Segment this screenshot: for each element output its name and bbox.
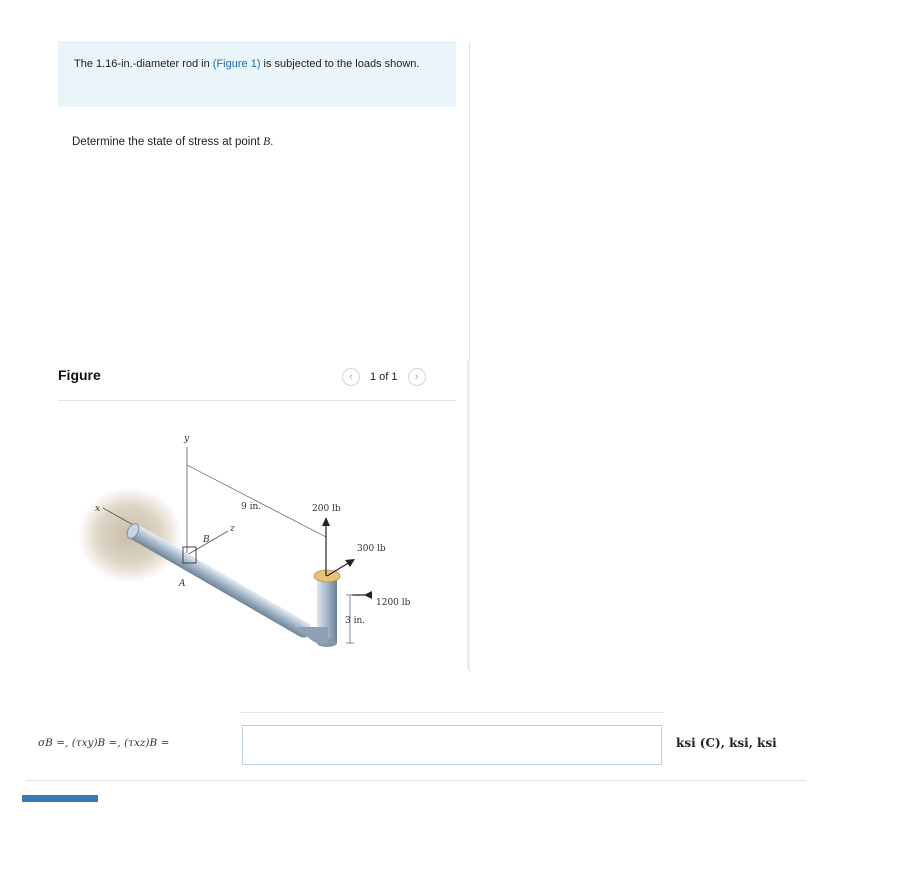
dimension-3in-label: 3 in. xyxy=(345,616,366,626)
dimension-9in-label: 9 in. xyxy=(241,502,262,512)
figure-pager xyxy=(342,367,426,387)
point-b-label: B xyxy=(203,535,210,545)
problem-panel xyxy=(58,42,456,107)
y-axis-label: y xyxy=(184,434,190,444)
force-1200-arrowhead xyxy=(364,591,372,599)
answer-bottom-divider xyxy=(26,780,806,781)
rod-horizontal xyxy=(125,522,315,641)
submit-button[interactable] xyxy=(22,795,98,802)
figure-heading: Figure xyxy=(58,367,101,383)
figure-counter: 1 of 1 xyxy=(370,371,398,383)
question-pre: Determine the state of stress at point xyxy=(72,136,264,148)
point-a-label: A xyxy=(179,579,186,589)
answer-prompt: σB =, (τxy)B =, (τxz)B = xyxy=(38,737,170,749)
answer-row xyxy=(26,724,806,768)
figure-divider xyxy=(58,400,456,401)
z-axis-label: z xyxy=(230,524,235,534)
force-200-label: 200 lb xyxy=(312,504,341,514)
dimension-line-9in xyxy=(187,465,326,537)
intro-text-pre: The 1.16-in.-diameter rod in xyxy=(74,58,213,70)
intro-text-post: is subjected to the loads shown. xyxy=(260,58,420,70)
chevron-left-icon[interactable]: ‹ xyxy=(342,368,360,386)
question-post: . xyxy=(270,136,274,148)
x-axis-label: x xyxy=(95,504,101,514)
answer-top-divider xyxy=(240,712,664,713)
force-300-arrowhead xyxy=(345,559,355,567)
answer-input[interactable] xyxy=(242,725,662,765)
answer-units: ksi (C), ksi, ksi xyxy=(676,736,777,750)
question-text xyxy=(72,136,273,148)
panel-scrollbar[interactable] xyxy=(467,360,470,670)
force-300-label: 300 lb xyxy=(357,544,386,554)
problem-intro xyxy=(58,42,456,107)
rod-figure xyxy=(58,405,456,670)
force-1200-label: 1200 lb xyxy=(376,598,411,608)
force-200-arrowhead xyxy=(322,517,330,526)
chevron-right-icon[interactable]: › xyxy=(408,368,426,386)
question-point: B xyxy=(263,136,271,148)
figure-link[interactable]: (Figure 1) xyxy=(212,58,261,70)
